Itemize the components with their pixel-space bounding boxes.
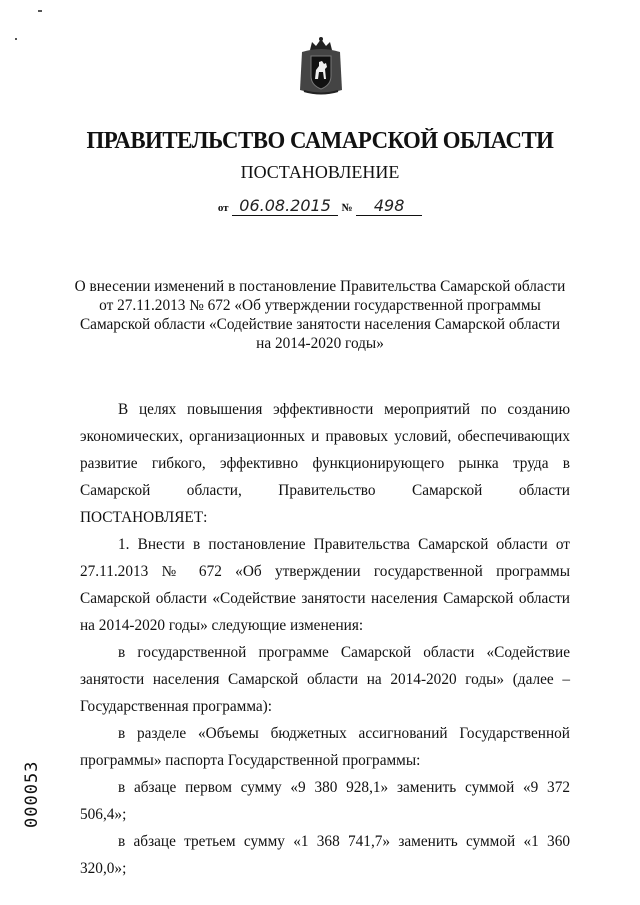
side-page-number: 000053 xyxy=(22,760,42,828)
document-type: ПОСТАНОВЛЕНИЕ xyxy=(240,162,400,182)
date-number-line xyxy=(0,196,640,216)
scan-mark xyxy=(38,10,42,12)
subject-line: Самарской области «Содействие занятости населения Самарской области xyxy=(79,316,561,333)
scan-mark xyxy=(15,38,17,40)
subject-line: от 27.11.2013 № 672 «Об утверждении государственной программы xyxy=(99,297,541,314)
body-paragraph: В целях повышения эффективности мероприятий по созданию экономических, организационных и правовых условий, обеспечивающих развитие гибкого, эффективно функционирующего рынка труда в Самарской области, Правительство Самарской области ПОСТАНОВЛЯЕТ: xyxy=(80,401,570,526)
number-label: № xyxy=(341,202,353,214)
subject-line: на 2014-2020 годы» xyxy=(256,335,384,352)
body-paragraph: в абзаце третьем сумму «1 368 741,7» заменить суммой «1 360 320,0»; xyxy=(80,833,570,877)
body-paragraph: в абзаце первом сумму «9 380 928,1» заменить суммой «9 372 506,4»; xyxy=(80,779,570,823)
date-value: 06.08.2015 xyxy=(232,196,338,216)
document-subject xyxy=(70,277,570,353)
body-paragraph: в государственной программе Самарской области «Содействие занятости населения Самарской области на 2014-2020 годы» (далее – Государственная программа): xyxy=(80,644,570,715)
body-paragraph: 1. Внести в постановление Правительства Самарской области от 27.11.2013 № 672 «Об утверждении государственной программы Самарской области «Содействие занятости населения Самарской области на 2014-2020 годы» следующие изменения: xyxy=(80,536,570,634)
body-paragraph: в разделе «Объемы бюджетных ассигнований Государственной программы» паспорта Государственной программы: xyxy=(80,725,570,769)
date-label: от xyxy=(217,202,229,214)
government-title: ПРАВИТЕЛЬСТВО САМАРСКОЙ ОБЛАСТИ xyxy=(86,128,554,154)
document-body xyxy=(80,396,570,882)
subject-line: О внесении изменений в постановление Правительства Самарской области xyxy=(74,278,566,295)
number-value: 498 xyxy=(356,196,422,216)
samara-coat-of-arms-icon xyxy=(298,36,344,96)
